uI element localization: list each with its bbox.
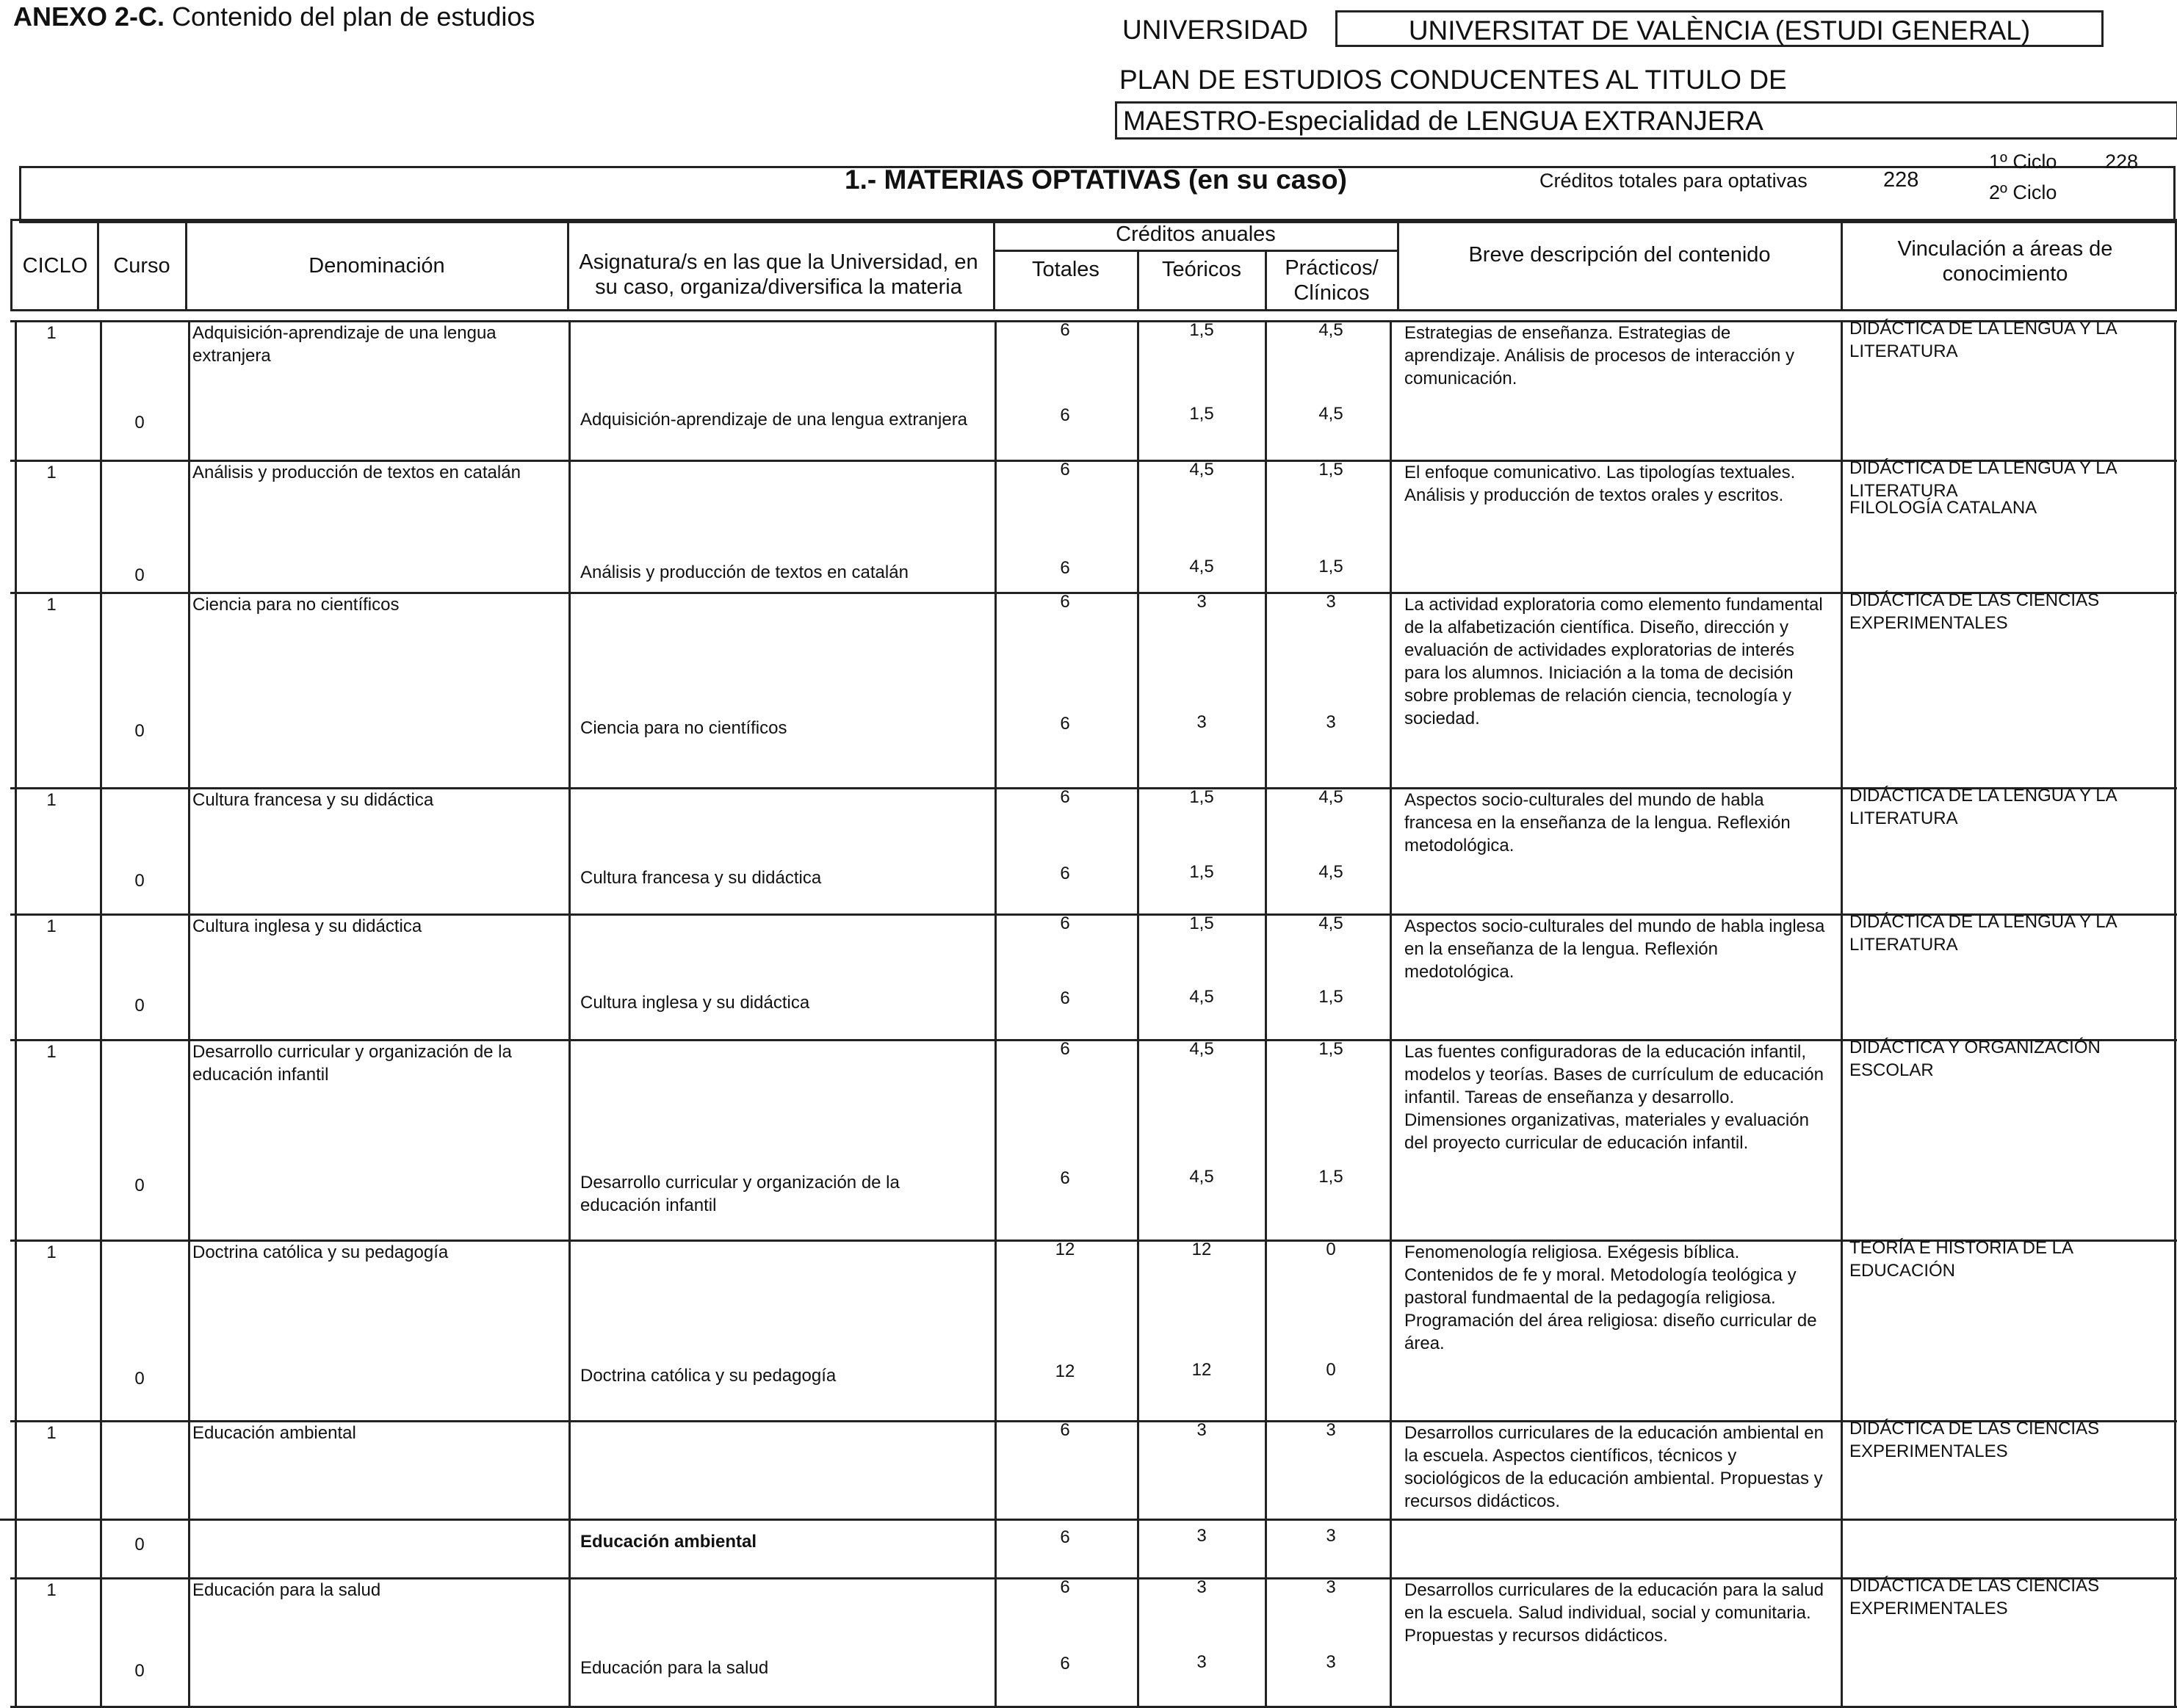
divider <box>994 913 997 1039</box>
cell-denominacion: Cultura francesa y su didáctica <box>192 790 434 810</box>
cell-curso: 0 <box>134 871 145 891</box>
divider <box>994 320 997 460</box>
divider <box>568 787 571 913</box>
cell-area: DIDÁCTICA DE LA LENGUA Y LA LITERATURA <box>1849 458 2117 501</box>
col-creditos-anuales: Créditos anuales <box>1116 222 1276 246</box>
cell-teoricos: 1,5 <box>1189 913 1214 933</box>
cell-practicos: 3 <box>1326 712 1336 732</box>
cell-teoricos: 12 <box>1191 1360 1212 1380</box>
cell-curso: 0 <box>134 1176 145 1195</box>
cell-teoricos: 1,5 <box>1189 862 1214 882</box>
cell-ciclo: 1 <box>46 595 57 615</box>
cell-asignatura: Desarrollo curricular y organización de la educación infantil <box>580 1173 900 1215</box>
cell-practicos: 4,5 <box>1318 787 1343 807</box>
cell-area: DIDÁCTICA DE LAS CIENCIAS EXPERIMENTALES <box>1849 1576 2100 1618</box>
cell-practicos: 0 <box>1326 1360 1336 1380</box>
divider <box>188 913 190 1039</box>
divider <box>568 1039 571 1240</box>
cell-totales: 6 <box>1060 864 1070 883</box>
cell-totales: 6 <box>1060 320 1070 340</box>
divider <box>994 460 997 592</box>
cell-totales: 12 <box>1055 1240 1075 1259</box>
cell-totales: 6 <box>1060 460 1070 480</box>
cell-teoricos: 4,5 <box>1189 557 1214 576</box>
col-denominacion: Denominación <box>308 254 445 278</box>
university-label: UNIVERSIDAD <box>1122 15 1308 45</box>
cell-area: FILOLOGÍA CATALANA <box>1849 498 2037 518</box>
cell-ciclo: 1 <box>46 1242 57 1262</box>
divider <box>994 592 997 787</box>
annex-text: Contenido del plan de estudios <box>172 1 535 32</box>
cell-teoricos: 12 <box>1191 1240 1212 1259</box>
divider <box>15 1240 17 1420</box>
cell-totales: 6 <box>1060 1039 1070 1059</box>
cell-totales: 6 <box>1060 988 1070 1008</box>
divider <box>1841 787 1843 913</box>
cell-curso: 0 <box>134 1661 145 1681</box>
divider <box>1265 1577 1267 1708</box>
col-practicos: Prácticos/ Clínicos <box>1285 256 1379 305</box>
cell-area: DIDÁCTICA DE LA LENGUA Y LA LITERATURA <box>1849 912 2117 955</box>
cell-denominacion: Adquisición-aprendizaje de una lengua extranjera <box>192 323 497 366</box>
divider <box>100 1039 102 1240</box>
divider <box>100 913 102 1039</box>
cell-area: DIDÁCTICA DE LAS CIENCIAS EXPERIMENTALES <box>1849 1419 2100 1461</box>
cell-descripcion: Las fuentes configuradoras de la educación infantil, modelos y teorías. Bases de currículum de educación infantil. Tareas de enseñanza y desarrollo. Dimensiones organizativas, materiales y evaluación del proyecto curricular de educación infantil. <box>1404 1042 1824 1153</box>
divider <box>994 1577 997 1708</box>
col-descripcion: Breve descripción del contenido <box>1468 243 1771 267</box>
divider <box>15 320 17 460</box>
divider <box>1137 460 1139 592</box>
divider <box>2174 592 2176 787</box>
col-asignatura: Asignatura/s en las que la Universidad, en su caso, organiza/diversifica la materia <box>579 250 978 299</box>
cell-teoricos: 3 <box>1196 1652 1207 1672</box>
divider <box>568 460 571 592</box>
cell-teoricos: 1,5 <box>1189 787 1214 807</box>
divider <box>188 1420 190 1577</box>
cell-curso: 0 <box>134 721 145 741</box>
cell-area: TEORÍA E HISTORIA DE LA EDUCACIÓN <box>1849 1238 2073 1281</box>
cell-descripcion: Desarrollos curriculares de la educación ambiental en la escuela. Aspectos científicos, técnicos y sociológicos de la educación ambiental. Propuestas y recursos didácticos. <box>1404 1423 1824 1511</box>
divider <box>994 1039 997 1240</box>
divider <box>100 320 102 460</box>
divider <box>1265 1039 1267 1240</box>
cell-denominacion: Cultura inglesa y su didáctica <box>192 916 422 936</box>
divider <box>1841 320 1843 460</box>
divider <box>15 1577 17 1708</box>
cell-area: DIDÁCTICA DE LAS CIENCIAS EXPERIMENTALES <box>1849 590 2100 633</box>
cell-area: DIDÁCTICA DE LA LENGUA Y LA LITERATURA <box>1849 786 2117 828</box>
cell-denominacion: Doctrina católica y su pedagogía <box>192 1242 449 1262</box>
cell-practicos: 1,5 <box>1318 1039 1343 1059</box>
cell-teoricos: 4,5 <box>1189 987 1214 1007</box>
cell-descripcion: La actividad exploratoria como elemento fundamental de la alfabetización científica. Diseño, dirección y evaluación de actividades exploratorias de interés para los alumnos. Iniciación a la toma de decisión sobre problemas de relación ciencia, tecnología y sociedad. <box>1404 595 1823 728</box>
divider <box>994 1420 997 1577</box>
cell-teoricos: 4,5 <box>1189 1167 1214 1187</box>
divider <box>1265 460 1267 592</box>
cycle2-label: 2º Ciclo <box>1989 181 2057 203</box>
cell-denominacion: Ciencia para no científicos <box>192 595 400 615</box>
divider <box>1841 460 1843 592</box>
divider <box>2174 1577 2176 1708</box>
cell-totales: 6 <box>1060 1654 1070 1673</box>
cell-practicos: 1,5 <box>1318 460 1343 480</box>
divider <box>15 460 17 592</box>
divider <box>188 1577 190 1708</box>
divider <box>1841 219 1843 311</box>
cell-practicos: 3 <box>1326 1577 1336 1597</box>
row-border <box>0 1519 2177 1521</box>
cell-asignatura: Cultura francesa y su didáctica <box>580 868 822 888</box>
cell-totales: 6 <box>1060 714 1070 734</box>
cell-practicos: 4,5 <box>1318 913 1343 933</box>
cell-totales: 6 <box>1060 1420 1070 1440</box>
divider <box>1390 913 1392 1039</box>
divider <box>1137 1240 1139 1420</box>
cell-totales: 6 <box>1060 1577 1070 1597</box>
cycle1-label: 1º Ciclo <box>1989 151 2057 173</box>
cell-ciclo: 1 <box>46 916 57 936</box>
cell-practicos: 3 <box>1326 1652 1336 1672</box>
cell-descripcion: Fenomenología religiosa. Exégesis bíblica. Contenidos de fe y moral. Metodología teológica y pastoral fundmaental de la pedagogía religiosa. Programación del área religiosa: diseño curricular de área. <box>1404 1242 1817 1353</box>
divider <box>2174 913 2176 1039</box>
cell-asignatura: Cultura inglesa y su didáctica <box>580 993 810 1013</box>
divider <box>2174 1240 2176 1420</box>
divider <box>568 913 571 1039</box>
divider <box>568 592 571 787</box>
cell-practicos: 4,5 <box>1318 404 1343 424</box>
cell-practicos: 1,5 <box>1318 557 1343 576</box>
divider <box>1265 1240 1267 1420</box>
col-curso: Curso <box>113 254 170 278</box>
col-totales: Totales <box>1032 258 1100 281</box>
cell-totales: 6 <box>1060 592 1070 612</box>
cell-descripcion: El enfoque comunicativo. Las tipologías textuales. Análisis y producción de textos orales y escritos. <box>1404 463 1796 505</box>
cell-practicos: 3 <box>1326 1526 1336 1546</box>
cell-denominacion: Educación para la salud <box>192 1580 381 1600</box>
divider <box>2174 460 2176 592</box>
divider <box>1390 460 1392 592</box>
cell-asignatura: Adquisición-aprendizaje de una lengua extranjera <box>580 410 968 430</box>
cell-totales: 6 <box>1060 558 1070 578</box>
cell-totales: 12 <box>1055 1361 1075 1381</box>
divider <box>1390 1039 1392 1240</box>
annex-code: ANEXO 2-C. <box>13 1 165 32</box>
cell-denominacion: Educación ambiental <box>192 1423 356 1443</box>
cycle1-value: 228 <box>2105 151 2139 173</box>
cell-practicos: 0 <box>1326 1240 1336 1259</box>
divider <box>2174 1039 2176 1240</box>
divider <box>1137 592 1139 787</box>
divider <box>100 787 102 913</box>
divider <box>2174 787 2176 913</box>
cell-totales: 6 <box>1060 1527 1070 1547</box>
divider <box>568 1420 571 1577</box>
cell-teoricos: 3 <box>1196 1577 1207 1597</box>
divider <box>1265 787 1267 913</box>
divider <box>100 460 102 592</box>
divider <box>1137 1420 1139 1577</box>
cell-curso: 0 <box>134 1369 145 1389</box>
plan-label: PLAN DE ESTUDIOS CONDUCENTES AL TITULO DE <box>1119 65 1787 95</box>
cell-descripcion: Aspectos socio-culturales del mundo de habla inglesa en la enseñanza de la lengua. Reflexión medotológica. <box>1404 916 1825 982</box>
divider <box>1841 1577 1843 1708</box>
divider <box>1841 913 1843 1039</box>
cell-ciclo: 1 <box>46 1580 57 1600</box>
cell-totales: 6 <box>1060 405 1070 425</box>
section-title: 1.- MATERIAS OPTATIVAS (en su caso) <box>845 164 1347 195</box>
col-vinculacion: Vinculación a áreas de conocimiento <box>1897 237 2113 286</box>
cell-teoricos: 1,5 <box>1189 404 1214 424</box>
cell-ciclo: 1 <box>46 790 57 810</box>
cell-teoricos: 3 <box>1196 712 1207 732</box>
divider <box>1841 592 1843 787</box>
col-ciclo: CICLO <box>22 254 88 278</box>
divider <box>2174 320 2176 460</box>
cell-teoricos: 3 <box>1196 1526 1207 1546</box>
credits-total: 228 <box>1883 168 1919 192</box>
divider <box>100 1240 102 1420</box>
divider <box>1390 1577 1392 1708</box>
divider <box>1390 1240 1392 1420</box>
cell-curso: 0 <box>134 565 145 585</box>
cell-curso: 0 <box>134 996 145 1016</box>
divider <box>188 1039 190 1240</box>
divider <box>2174 1420 2176 1577</box>
divider <box>1265 913 1267 1039</box>
cell-practicos: 4,5 <box>1318 862 1343 882</box>
cell-ciclo: 1 <box>46 463 57 482</box>
annex-heading <box>13 1 535 32</box>
cell-practicos: 3 <box>1326 1420 1336 1440</box>
cell-teoricos: 3 <box>1196 1420 1207 1440</box>
divider <box>188 787 190 913</box>
divider <box>100 592 102 787</box>
divider <box>568 1240 571 1420</box>
divider <box>1137 1577 1139 1708</box>
divider <box>1265 592 1267 787</box>
university-name: UNIVERSITAT DE VALÈNCIA (ESTUDI GENERAL) <box>1335 10 2104 47</box>
cell-teoricos: 3 <box>1196 592 1207 612</box>
plan-title: MAESTRO-Especialidad de LENGUA EXTRANJERA <box>1115 101 2177 140</box>
divider <box>1265 320 1267 460</box>
divider <box>1390 320 1392 460</box>
cell-asignatura: Ciencia para no científicos <box>580 718 787 738</box>
divider <box>568 320 571 460</box>
cell-practicos: 4,5 <box>1318 320 1343 340</box>
divider <box>188 320 190 460</box>
cell-practicos: 3 <box>1326 592 1336 612</box>
divider <box>1841 1420 1843 1577</box>
cell-totales: 6 <box>1060 1168 1070 1188</box>
cell-curso: 0 <box>134 1535 145 1555</box>
divider <box>1265 1420 1267 1577</box>
divider <box>567 219 569 311</box>
cell-practicos: 1,5 <box>1318 1167 1343 1187</box>
divider <box>1390 1420 1392 1577</box>
cell-descripcion: Desarrollos curriculares de la educación para la salud en la escuela. Salud individual, social y comunitaria. Propuestas y recursos didácticos. <box>1404 1580 1824 1646</box>
divider <box>15 592 17 787</box>
cell-totales: 6 <box>1060 913 1070 933</box>
cell-asignatura: Doctrina católica y su pedagogía <box>580 1366 837 1386</box>
cell-area: DIDÁCTICA DE LA LENGUA Y LA LITERATURA <box>1849 319 2117 361</box>
cell-teoricos: 4,5 <box>1189 1039 1214 1059</box>
cell-teoricos: 1,5 <box>1189 320 1214 340</box>
divider <box>993 250 1398 252</box>
divider <box>100 1420 102 1577</box>
divider <box>188 1240 190 1420</box>
divider <box>15 1420 17 1577</box>
cell-teoricos: 4,5 <box>1189 460 1214 480</box>
divider <box>1841 1240 1843 1420</box>
divider <box>188 460 190 592</box>
cell-totales: 6 <box>1060 787 1070 807</box>
divider <box>1390 592 1392 787</box>
divider <box>15 787 17 913</box>
cell-curso: 0 <box>134 413 145 433</box>
divider <box>1390 787 1392 913</box>
cell-area: DIDÁCTICA Y ORGANIZACIÓN ESCOLAR <box>1849 1038 2101 1080</box>
cell-denominacion: Desarrollo curricular y organización de la educación infantil <box>192 1042 512 1085</box>
divider <box>568 1577 571 1708</box>
cell-denominacion: Análisis y producción de textos en catalán <box>192 463 521 482</box>
credits-label: Créditos totales para optativas <box>1539 170 1808 192</box>
cell-descripcion: Estrategias de enseñanza. Estrategias de aprendizaje. Análisis de procesos de interacción y comunicación. <box>1404 323 1794 388</box>
divider <box>1137 913 1139 1039</box>
divider <box>1841 1039 1843 1240</box>
divider <box>994 787 997 913</box>
cell-asignatura: Educación ambiental <box>580 1532 757 1552</box>
divider <box>1137 787 1139 913</box>
cell-practicos: 1,5 <box>1318 987 1343 1007</box>
divider <box>100 1577 102 1708</box>
cell-ciclo: 1 <box>46 1423 57 1443</box>
divider <box>994 1240 997 1420</box>
divider <box>1137 1039 1139 1240</box>
cell-asignatura: Educación para la salud <box>580 1658 769 1678</box>
divider <box>188 592 190 787</box>
col-teoricos: Teóricos <box>1162 258 1241 281</box>
divider <box>15 1039 17 1240</box>
cell-descripcion: Aspectos socio-culturales del mundo de habla francesa en la enseñanza de la lengua. Reflexión metodológica. <box>1404 790 1791 855</box>
cell-ciclo: 1 <box>46 1042 57 1062</box>
divider <box>15 913 17 1039</box>
cell-ciclo: 1 <box>46 323 57 343</box>
divider <box>1137 320 1139 460</box>
cell-asignatura: Análisis y producción de textos en catalán <box>580 562 909 582</box>
